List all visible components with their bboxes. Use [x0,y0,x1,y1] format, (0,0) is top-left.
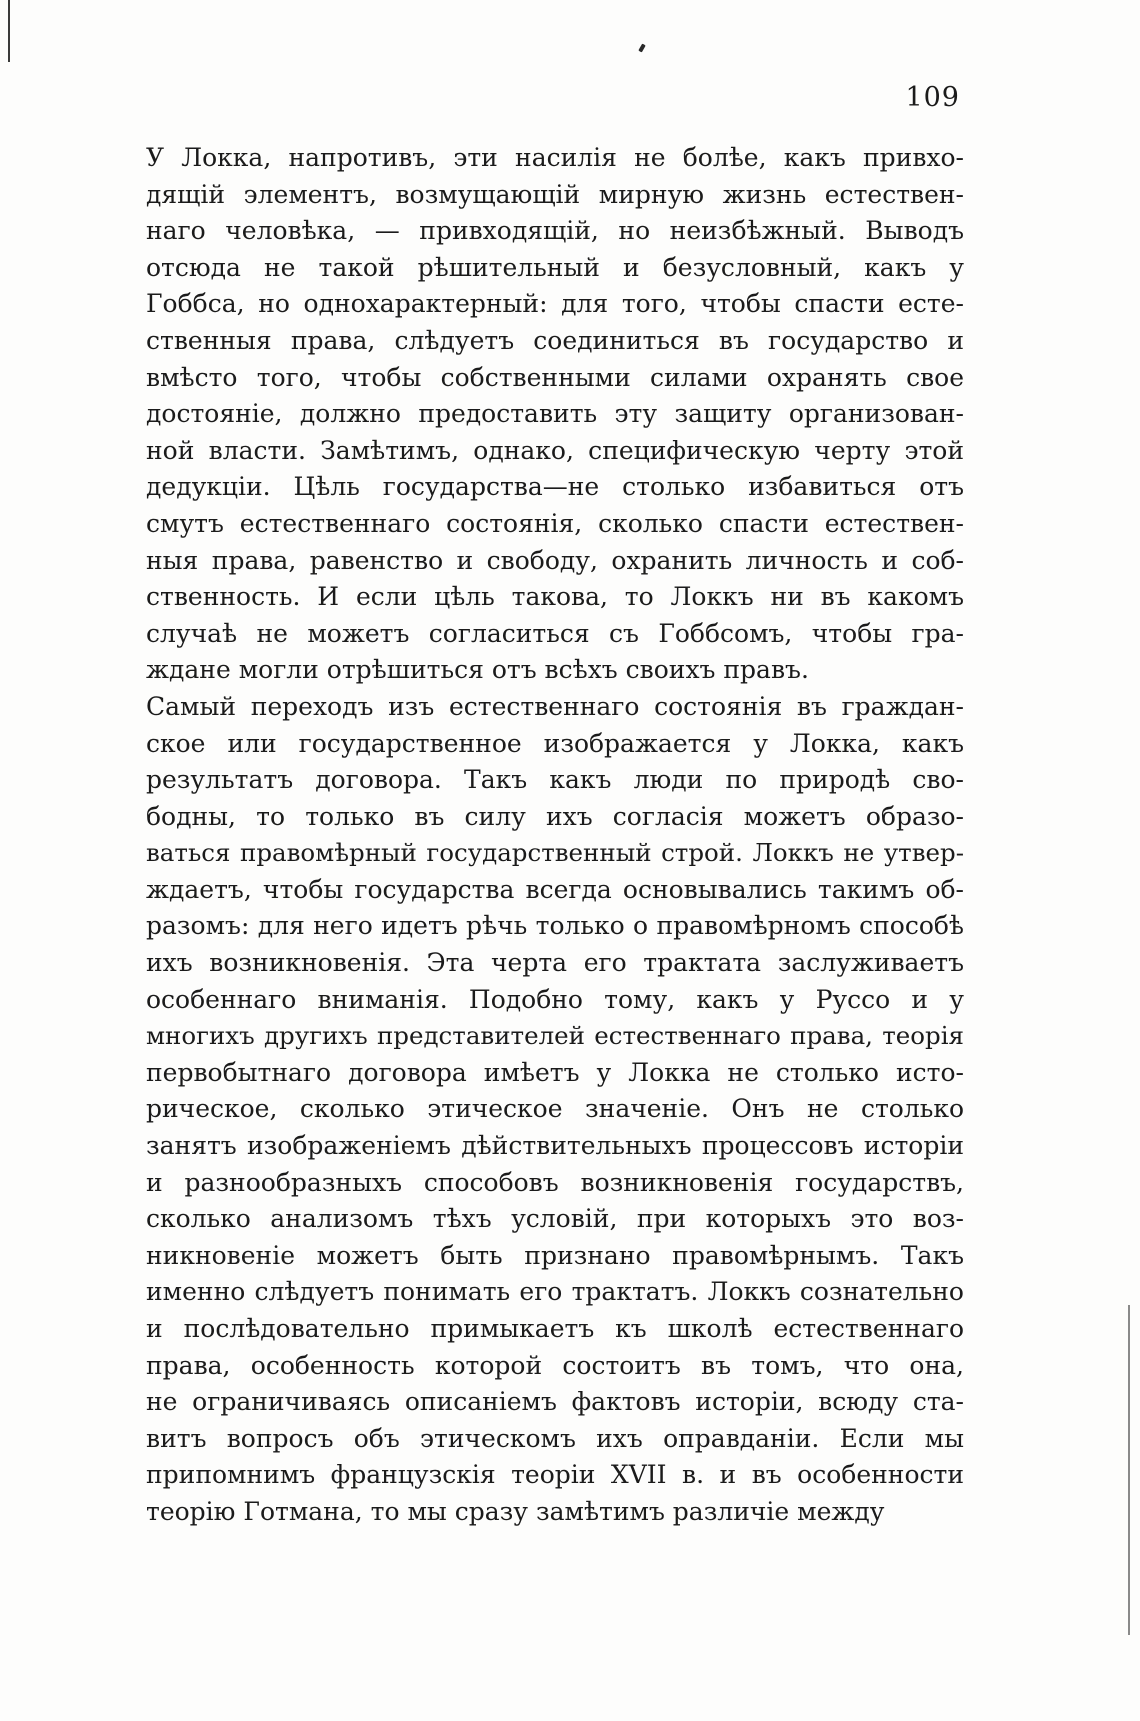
text-line: дящій элементъ, возмущающій мирную жизнь естествен- [146,179,964,209]
text-line: права, особенность которой состоитъ въ томъ, что она, [146,1350,964,1380]
text-line: наго человѣка, — привходящій, но неизбѣжный. Выводъ [146,216,964,246]
text-line: ское или государственное изображается у Локка, какъ [146,728,964,758]
scan-edge-mark-right [1128,1305,1130,1635]
text-line: ждане могли отрѣшиться отъ всѣхъ своихъ правъ. [146,655,809,685]
text-line: отсюда не такой рѣшительный и безусловный, какъ у [146,252,964,282]
text-line: теорію Готмана, то мы сразу замѣтимъ различіе между [146,1496,885,1526]
text-line: витъ вопросъ объ этическомъ ихъ оправданіи. Если мы [146,1423,964,1453]
text-line: Самый переходъ изъ естественнаго состоянія въ граждан- [146,691,964,721]
text-line: ственныя права, слѣдуетъ соединиться въ государство и [146,325,964,355]
text-line: сколько анализомъ тѣхъ условій, при которыхъ это воз- [146,1204,964,1234]
text-line: рическое, сколько этическое значеніе. Онъ не столько [146,1094,964,1124]
text-line: особеннаго вниманія. Подобно тому, какъ у Руссо и у [146,984,964,1014]
paragraph-2 [146,689,964,1531]
text-line: дедукціи. Цѣль государства—не столько избавиться отъ [146,472,964,502]
text-line: ваться правомѣрный государственный строй. Локкъ не утвер- [146,838,964,868]
text-line: именно слѣдуетъ понимать его трактатъ. Локкъ сознательно [146,1277,964,1307]
text-line: смутъ естественнаго состоянія, сколько спасти естествен- [146,508,964,538]
text-line: Гоббса, но однохарактерный: для того, чтобы спасти есте- [146,289,964,319]
text-line: ихъ возникновенія. Эта черта его трактата заслуживаетъ [146,948,964,978]
paragraph-1 [146,140,964,689]
text-line: припомнимъ французскія теоріи XVII в. и въ особенности [146,1460,964,1490]
text-line: случаѣ не можетъ согласиться съ Гоббсомъ, чтобы гра- [146,618,964,648]
text-line: У Локка, напротивъ, эти насилія не болѣе, какъ привхо- [146,143,964,172]
text-line: многихъ другихъ представителей естественнаго права, теорія [146,1021,964,1051]
page-number: 109 [905,82,960,113]
text-line: вмѣсто того, чтобы собственными силами охранять свое [146,362,964,392]
text-line: бодны, то только въ силу ихъ согласія можетъ образо- [146,801,964,831]
text-line: достояніе, должно предоставить эту защиту организован- [146,399,964,429]
text-line: никновеніе можетъ быть признано правомѣрнымъ. Такъ [146,1240,964,1270]
text-line: не ограничиваясь описаніемъ фактовъ исторіи, всюду ста- [146,1387,964,1417]
text-line: результатъ договора. Такъ какъ люди по природѣ сво- [146,765,964,795]
text-line: разомъ: для него идетъ рѣчь только о правомѣрномъ способѣ [146,911,964,941]
text-line: ственность. И если цѣль такова, то Локкъ ни въ какомъ [146,582,964,612]
scan-edge-mark-left [8,0,10,62]
text-line: первобытнаго договора имѣетъ у Локка не столько исто- [146,1057,964,1087]
text-line: занятъ изображеніемъ дѣйствительныхъ процессовъ исторіи [146,1131,964,1161]
text-line: ждаетъ, чтобы государства всегда основывались такимъ об- [146,874,964,904]
text-line: и послѣдовательно примыкаетъ къ школѣ естественнаго [146,1314,964,1343]
text-line: и разнообразныхъ способовъ возникновенія государствъ, [146,1167,964,1197]
text-line: ныя права, равенство и свободу, охранить личность и соб- [146,545,964,575]
text-line: ной власти. Замѣтимъ, однако, специфическую черту этой [146,435,964,465]
body-text [146,140,964,1531]
ink-speck [638,44,645,53]
